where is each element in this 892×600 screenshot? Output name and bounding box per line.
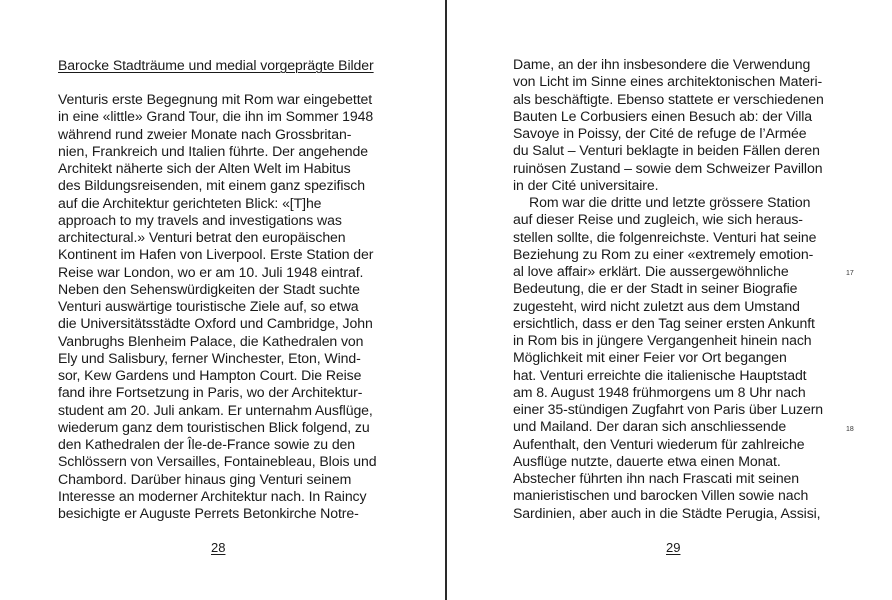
text-line: am 8. August 1948 frühmorgens um 8 Uhr nach (513, 383, 806, 400)
text-line: ersichtlich, dass er den Tag seiner ersten Ankunft (513, 314, 815, 331)
text-line: Interesse an moderner Architektur nach. In Raincy (58, 487, 367, 504)
footnote-marker-17: 17 (846, 270, 854, 277)
text-line: von Licht im Sinne eines architektonischen Materi- (513, 73, 823, 90)
text-line: Reise war London, wo er am 10. Juli 1948 eintraf. (58, 263, 364, 280)
left-page (0, 0, 445, 600)
text-line: Beziehung zu Rom zu einer «extremely emotion- (513, 245, 814, 262)
text-line: des Bildungsreisenden, mit einem ganz spezifisch (58, 177, 365, 194)
text-line: Vanbrughs Blenheim Palace, die Kathedralen von (58, 332, 364, 349)
text-line: student am 20. Juli ankam. Er unternahm Ausflüge, (58, 401, 373, 418)
text-line: und Mailand. Der daran sich anschliessende (513, 418, 787, 435)
text-line: Chambord. Darüber hinaus ging Venturi seinem (58, 470, 352, 487)
text-line: stellen sollte, die folgenreichste. Venturi hat seine (513, 228, 817, 245)
text-line: sor, Kew Gardens und Hampton Court. Die Reise (58, 367, 362, 383)
text-line: du Salut – Venturi beklagte in beiden Fällen deren (513, 142, 820, 159)
text-line: in eine «little» Grand Tour, die ihn im Sommer 1948 (58, 108, 374, 125)
right-page (447, 0, 892, 600)
text-line: besichigte er Auguste Perrets Betonkirche Notre- (58, 505, 359, 521)
text-line: einer 35-stündigen Zugfahrt von Paris über Luzern (513, 401, 824, 417)
text-line: Architekt näherte sich der Alten Welt im Habitus (58, 160, 351, 176)
text-line: Möglichkeit mit einer Feier vor Ort begangen (513, 349, 787, 366)
text-line: den Kathedralen der Île-de-France sowie zu den (58, 436, 356, 452)
text-line: die Universitätsstädte Oxford und Cambridge, John (58, 315, 373, 332)
text-line: Ausflüge nutzte, dauerte etwa einen Monat. (513, 452, 781, 469)
text-line: fand ihre Fortsetzung in Paris, wo der Architektur- (58, 384, 363, 401)
text-line: Aufenthalt, den Venturi wiederum für zahlreiche (513, 435, 805, 452)
text-line: ruinösen Zustand – sowie dem Schweizer Pavillon (513, 159, 823, 176)
text-line: Kontinent im Hafen von Liverpool. Erste Station der (58, 246, 374, 263)
section-heading: Barocke Stadträume und medial vorgeprägte Bilder (58, 57, 374, 73)
text-line: auf dieser Reise und zugleich, wie sich heraus- (513, 211, 803, 228)
text-line: Bedeutung, die er der Stadt in seiner Biografie (513, 280, 798, 297)
text-line: während rund zweier Monate nach Grossbritan- (58, 125, 352, 142)
text-line: nien, Frankreich und Italien führte. Der angehende (58, 142, 368, 159)
text-line: Abstecher führten ihn nach Frascati mit seinen (513, 470, 800, 486)
text-line: Savoye in Poissy, der Cité de refuge de l’Armée (513, 125, 807, 141)
text-line: in der Cité universitaire. (513, 176, 659, 193)
footnote-marker-18: 18 (846, 426, 854, 433)
text-line: Venturi auswärtige touristische Ziele auf, so etwa (58, 298, 359, 314)
text-line: Venturis erste Begegnung mit Rom war eingebettet (58, 91, 373, 107)
right-body-text (513, 56, 824, 522)
text-line: manieristischen und barocken Villen sowie nach (513, 487, 809, 504)
paragraph-first-line: Rom war die dritte und letzte grössere Station (529, 194, 811, 210)
left-body-text (58, 91, 376, 522)
text-line: Bauten Le Corbusiers einen Besuch ab: der Villa (513, 107, 813, 124)
text-line: wiederum ganz dem touristischen Blick folgend, zu (58, 418, 370, 435)
text-line: zugesteht, wird nicht zuletzt aus dem Umstand (513, 297, 800, 314)
text-line: Sardinien, aber auch in die Städte Perugia, Assisi, (513, 504, 821, 521)
page-number: 28 (211, 540, 226, 555)
text-line: hat. Venturi erreichte die italienische Hauptstadt (513, 366, 807, 383)
page-number: 29 (666, 540, 681, 555)
text-line: in Rom bis in jüngere Vergangenheit hinein nach (513, 332, 812, 348)
text-line: Neben den Sehenswürdigkeiten der Stadt suchte (58, 280, 360, 297)
text-line: al love affair» erklärt. Die aussergewöhnliche (513, 263, 789, 279)
text-line: Schlössern von Versailles, Fontainebleau, Blois und (58, 453, 377, 470)
text-line: architectural.» Venturi betrat den europäischen (58, 229, 346, 245)
text-line: Dame, an der ihn insbesondere die Verwendung (513, 56, 811, 72)
text-line: auf die Architektur gerichteten Blick: «[T]he (58, 194, 322, 211)
text-line: approach to my travels and investigations was (58, 211, 342, 228)
text-line: Ely und Salisbury, ferner Winchester, Eton, Wind- (58, 349, 361, 366)
text-line: als beschäftigte. Ebenso stattete er verschiedenen (513, 90, 824, 107)
